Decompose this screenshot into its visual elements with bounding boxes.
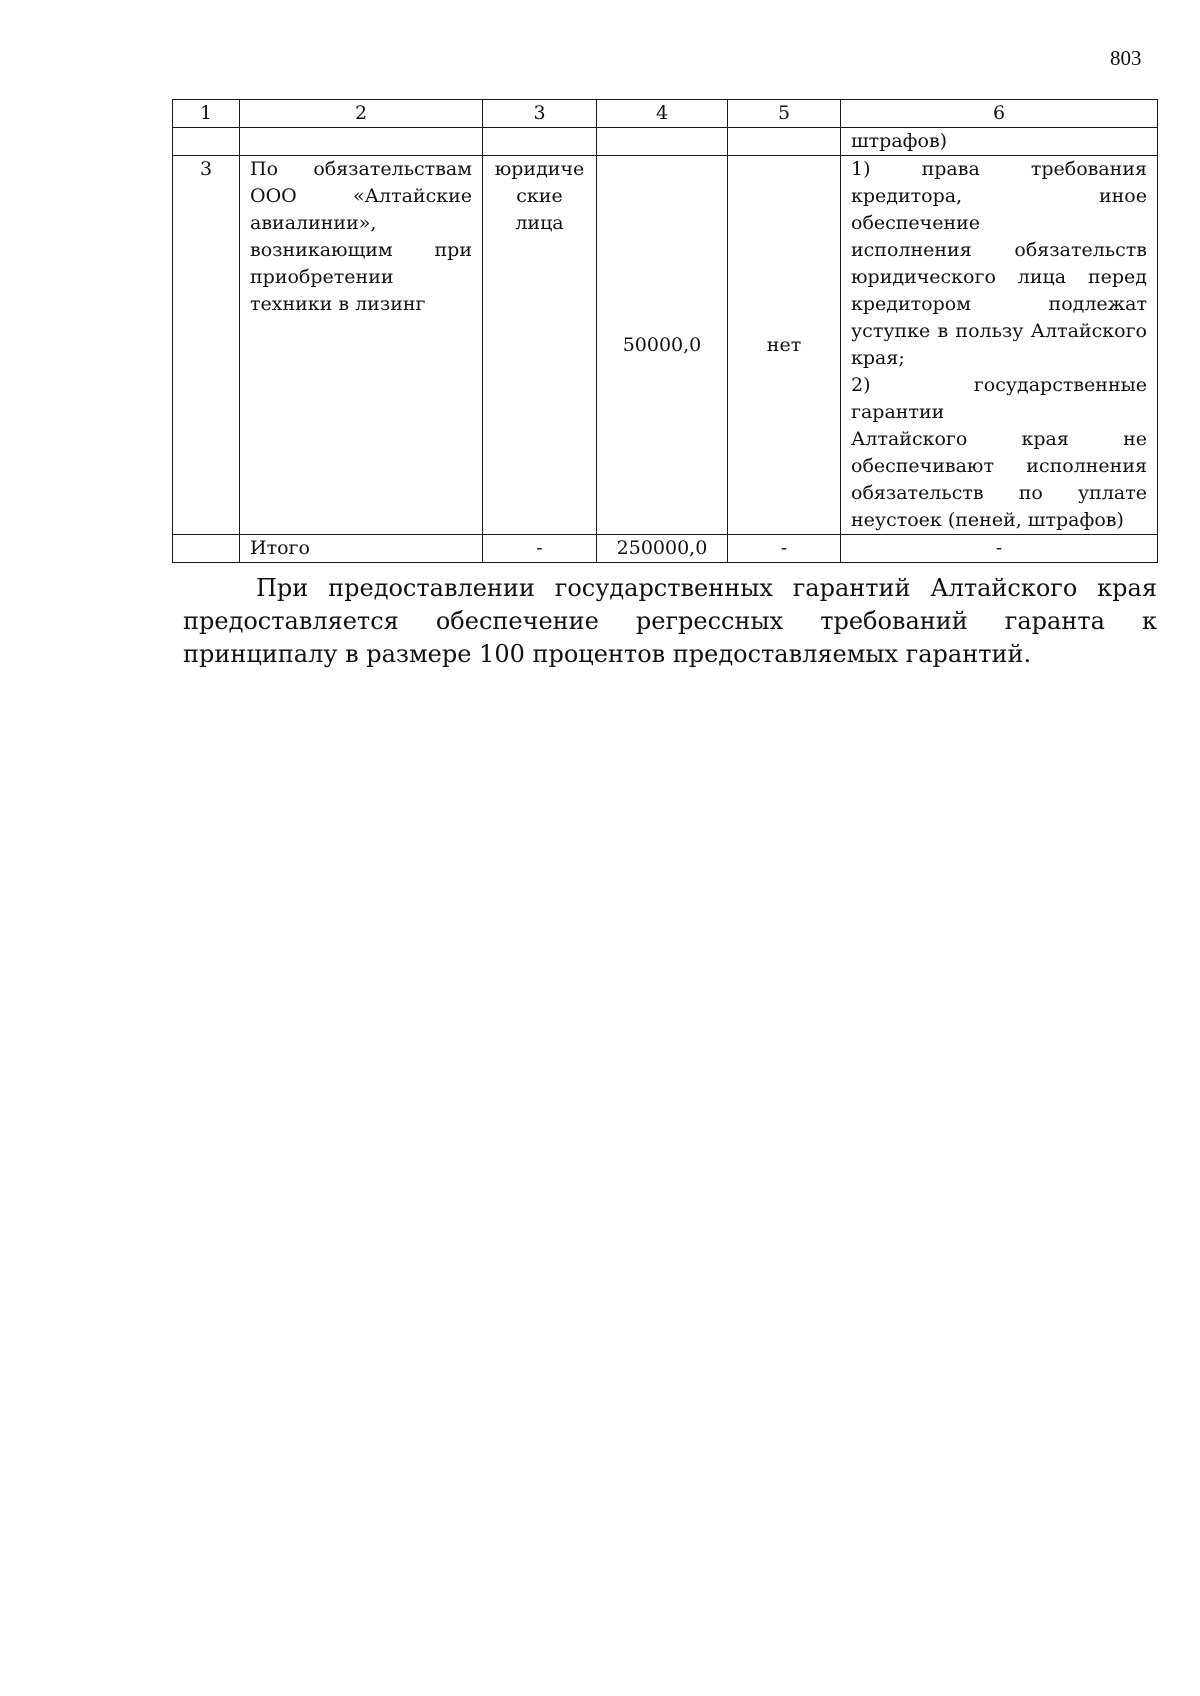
- row-category: [483, 156, 597, 535]
- row-recourse: нет: [728, 156, 841, 535]
- category-line: лица: [515, 212, 564, 234]
- header-cell-5: 5: [728, 100, 841, 128]
- row-number: 3: [173, 156, 240, 535]
- total-row: [173, 535, 1158, 563]
- purpose-line: ООО «Алтайские: [250, 185, 472, 207]
- conditions-line: исполнения обязательств: [851, 239, 1147, 261]
- conditions-line: кредитора, иное обеспечение: [851, 185, 1147, 234]
- header-cell-6: 6: [841, 100, 1158, 128]
- cont-cell-5: [728, 128, 841, 156]
- total-num: [173, 535, 240, 563]
- row-purpose: [240, 156, 483, 535]
- total-amount: 250000,0: [597, 535, 728, 563]
- cont-cell-6: штрафов): [841, 128, 1158, 156]
- category-line: ские: [516, 185, 563, 207]
- conditions-line: 2) государственные гарантии: [851, 374, 1147, 423]
- header-cell-2: 2: [240, 100, 483, 128]
- total-recourse: -: [728, 535, 841, 563]
- purpose-line: техники в лизинг: [250, 293, 426, 315]
- conditions-line: кредитором подлежат: [851, 293, 1147, 315]
- page-number: 803: [1110, 46, 1142, 70]
- row-conditions: [841, 156, 1158, 535]
- category-line: юридиче: [494, 158, 585, 180]
- conditions-line: неустоек (пеней, штрафов): [851, 509, 1124, 531]
- conditions-line: 1) права требования: [851, 158, 1147, 180]
- header-row: [173, 100, 1158, 128]
- table-row: [173, 156, 1158, 535]
- header-cell-4: 4: [597, 100, 728, 128]
- purpose-line: По обязательствам: [250, 158, 472, 180]
- cont-cell-2: [240, 128, 483, 156]
- cont-cell-4: [597, 128, 728, 156]
- total-conditions: -: [841, 535, 1158, 563]
- cont-cell-1: [173, 128, 240, 156]
- conditions-line: края;: [851, 347, 905, 369]
- continuation-row: [173, 128, 1158, 156]
- header-cell-3: 3: [483, 100, 597, 128]
- body-paragraph: При предоставлении государственных гарантий Алтайского края предоставляется обеспечение регрессных требований гаранта к принципалу в размере 100 процентов предоставляемых гарантий.: [183, 574, 1157, 668]
- conditions-line: обеспечивают исполнения: [851, 455, 1147, 477]
- purpose-line: авиалинии»,: [250, 212, 377, 234]
- conditions-line: юридического лица перед: [851, 266, 1147, 288]
- header-cell-1: 1: [173, 100, 240, 128]
- total-label: Итого: [240, 535, 483, 563]
- purpose-line: возникающим при: [250, 239, 472, 261]
- conditions-line: Алтайского края не: [851, 428, 1147, 450]
- purpose-line: приобретении: [250, 266, 394, 288]
- conditions-line: обязательств по уплате: [851, 482, 1147, 504]
- conditions-line: уступке в пользу Алтайского: [851, 320, 1147, 342]
- guarantees-table: [172, 99, 1158, 563]
- row-amount: 50000,0: [597, 156, 728, 535]
- total-category: -: [483, 535, 597, 563]
- cont-cell-3: [483, 128, 597, 156]
